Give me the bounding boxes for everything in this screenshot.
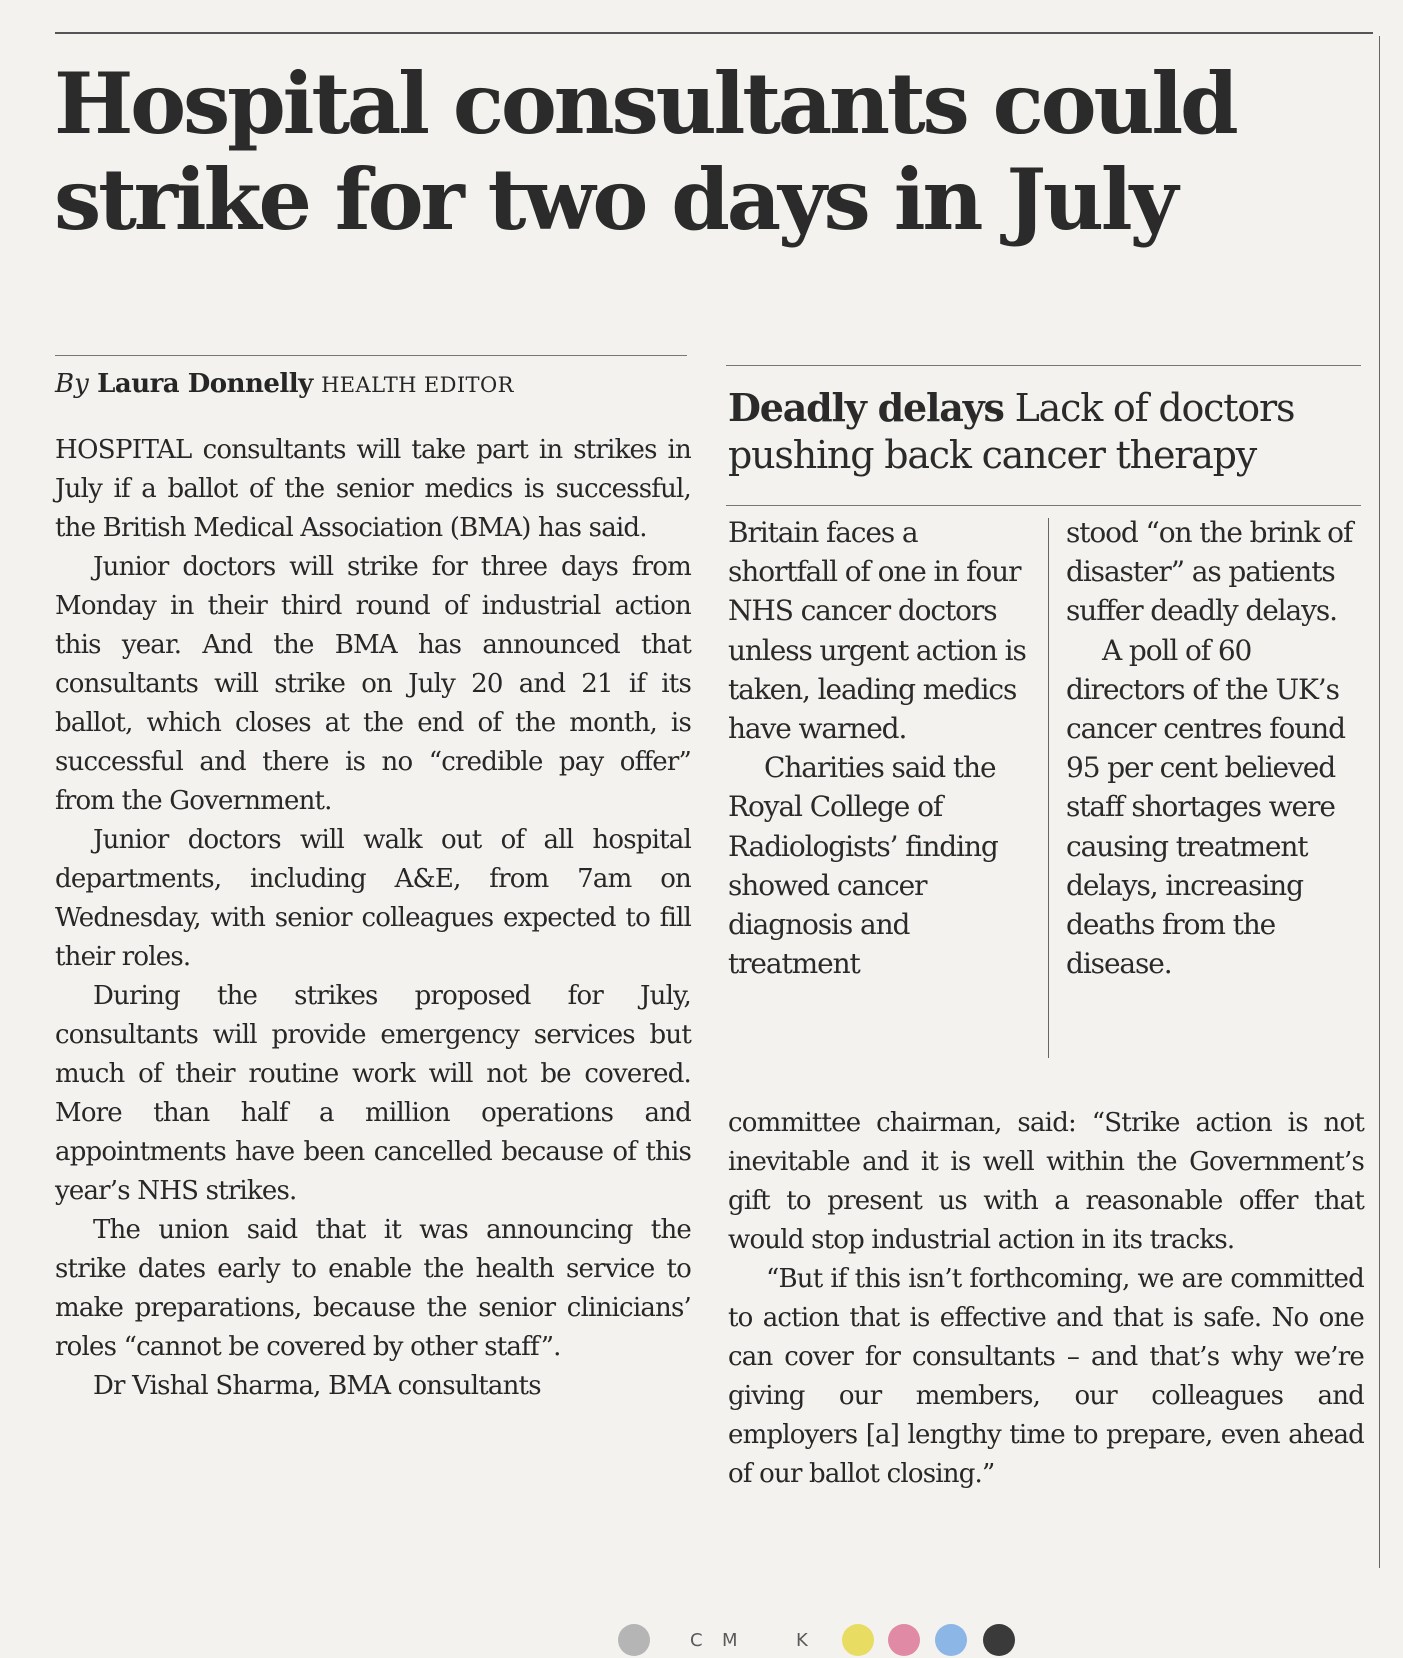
byline-prefix: By [55, 369, 89, 399]
sidebar-paragraph: stood “on the brink of disaster” as patients suffer deadly delays. [1066, 516, 1353, 628]
body-paragraph: Dr Vishal Sharma, BMA consultants [93, 1371, 541, 1401]
color-plate-dot [618, 1624, 650, 1656]
registration-letter: C [690, 1630, 703, 1651]
body-paragraph: Junior doctors will walk out of all hospital departments, including A&E, from 7am on Wednesday, with senior colleagues expected to fill their roles. [55, 825, 691, 972]
sidebar-headline [728, 384, 1368, 479]
headline: Hospital consultants could strike for two days in July [54, 54, 1236, 249]
body-paragraph: committee chairman, said: “Strike action is not inevitable and it is well within the Government’s gift to present us with a reasonable offer that would stop industrial action in its tracks. [728, 1108, 1364, 1255]
byline [55, 367, 695, 402]
lead-first-word: HOSPITAL [55, 435, 192, 465]
registration-letter: M [722, 1630, 738, 1651]
body-paragraph: The union said that it was announcing the strike dates early to enable the health service to make preparations, because the senior clinicians’ roles “cannot be covered by other staff”. [55, 1215, 691, 1362]
color-plate-dot [983, 1624, 1015, 1656]
sidebar-top-rule [726, 365, 1361, 366]
article-column-2 [728, 1104, 1364, 1494]
byline-role: HEALTH EDITOR [321, 373, 514, 397]
article-column-1 [55, 431, 691, 1406]
sidebar-column-b [1066, 513, 1366, 983]
sidebar-paragraph: Britain faces a shortfall of one in four NHS cancer doctors unless urgent action is taken, leading medics have warned. [728, 516, 1026, 746]
byline-rule [55, 355, 687, 356]
registration-letter: K [796, 1630, 808, 1651]
body-paragraph: Junior doctors will strike for three days from Monday in their third round of industrial action this year. And the BMA has announced that consultants will strike on July 20 and 21 if its ballot, which closes at the end of the month, is successful and there is no “credible pay offer” from the Government. [55, 552, 691, 816]
sidebar-paragraph: Charities said the Royal College of Radiologists’ finding showed cancer diagnosis and treatment [728, 751, 998, 981]
lead-text: consultants will take part in strikes in July if a ballot of the senior medics is successful, the British Medical Association (BMA) has said. [55, 435, 691, 543]
right-column-rule [1379, 36, 1380, 1568]
body-paragraph: During the strikes proposed for July, consultants will provide emergency services but much of their routine work will not be covered. More than half a million operations and appointments have been cancelled because of this year’s NHS strikes. [55, 981, 691, 1206]
sidebar-headline-text: Lack of doctors pushing back cancer therapy [728, 386, 1295, 477]
sidebar-kicker: Deadly delays [728, 385, 1004, 430]
body-paragraph: “But if this isn’t forthcoming, we are committed to action that is effective and that is safe. No one can cover for consultants – and that’s why we’re giving our members, our colleagues and employers [a] lengthy time to prepare, even ahead of our ballot closing.” [728, 1264, 1364, 1489]
color-plate-dot [935, 1624, 967, 1656]
color-plate-dot [842, 1624, 874, 1656]
sidebar-divider-rule [726, 505, 1361, 506]
byline-author: Laura Donnelly [97, 369, 313, 399]
sidebar-column-divider [1048, 518, 1049, 1058]
sidebar-column-a [728, 513, 1028, 983]
color-plate-dot [888, 1624, 920, 1656]
sidebar-paragraph: A poll of 60 directors of the UK’s cancer centres found 95 per cent believed staff shortages were causing treatment delays, increasing deaths from the disease. [1066, 633, 1345, 981]
lead-paragraph [55, 431, 691, 548]
top-rule [55, 32, 1373, 34]
